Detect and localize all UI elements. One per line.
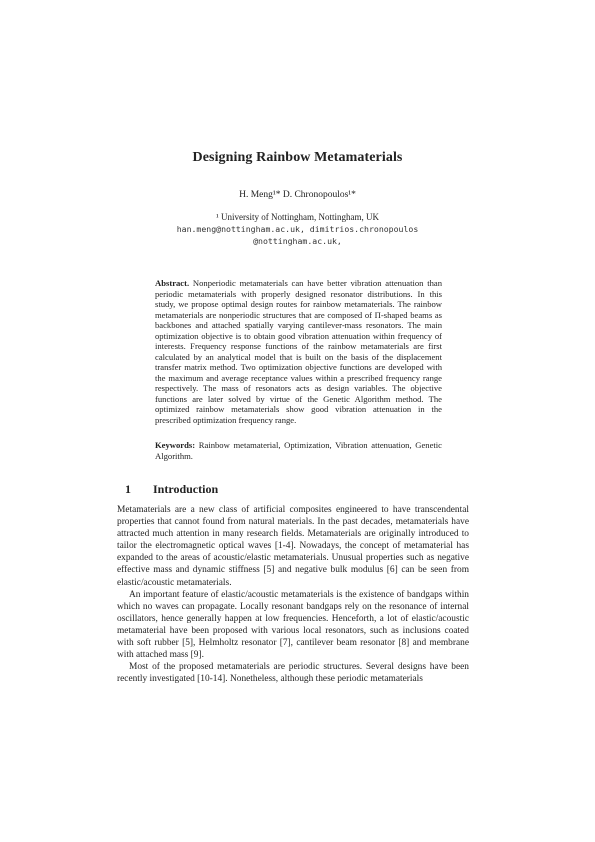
keywords-label: Keywords:: [155, 440, 196, 450]
keywords: [155, 440, 442, 461]
paragraph: Most of the proposed metamaterials are periodic structures. Several designs have been recently investigated [10-14]. Nonetheless, although these periodic metamaterials: [117, 662, 469, 685]
paper-title: Designing Rainbow Metamaterials: [192, 150, 403, 165]
paragraph: An important feature of elastic/acoustic metamaterials is the existence of bandgaps within which no waves can propagate. Locally resonant bandgaps rely on the resonance of internal oscillators, hence generally happen at low frequencies. Henceforth, a lot of elastic/acoustic metamaterial have been proposed with various local resonators, such as inclusions coated with soft rubber [5], Helmholtz resonator [7], cantilever beam resonator [8] and membrane with attached mass [9].: [117, 589, 469, 661]
abstract-label: Abstract.: [155, 278, 190, 288]
keywords-text: Rainbow metamaterial, Optimization, Vibration attenuation, Genetic Algorithm.: [155, 440, 442, 461]
author-list: H. Meng¹* D. Chronopoulos¹*: [239, 190, 356, 200]
email-line: han.meng@nottingham.ac.uk, dimitrios.chronopoulos: [176, 224, 419, 234]
paragraph: Metamaterials are a new class of artificial composites engineered to have transcendental properties that cannot found from natural materials. In the past decades, metamaterials have attracted much attention in many research fields. Metamaterials are originally introduced to tailor the electromagnetic optical waves [1-4]. Nowadays, the concept of metamaterial has expanded to the areas of acoustic/elastic metamaterials. Unusual properties such as negative effective mass and dynamic stiffness [5] and negative bulk modulus [6] can be seen from elastic/acoustic metamaterials.: [117, 505, 469, 588]
abstract-text: Nonperiodic metamaterials can have better vibration attenuation than periodic metamaterials with properly designed resonator distributions. In this study, we propose optimal design routes for rainbow metamaterials. The rainbow metamaterials are nonperiodic structures that are composed of Π-shaped beams as backbones and attached spatially varying cantilever-mass resonators. The main optimization objective is to obtain good vibration attenuation within frequency of interests. Frequency response functions of the rainbow metamaterials are first calculated by an analytical model that is built on the basis of the displacement transfer matrix method. Two optimization objective functions are developed with the maximum and average receptance values within a prescribed frequency range respectively. The mass of resonators acts as design variables. The objective functions are later solved by virtue of the Genetic Algorithm method. The optimized rainbow metamaterials show good vibration attenuation in the prescribed optimization frequency range.: [155, 278, 442, 425]
affiliation-block: [0, 211, 595, 247]
abstract: [155, 278, 442, 425]
section-title: Introduction: [153, 482, 219, 496]
section-heading: [125, 482, 475, 497]
section-number: 1: [125, 482, 131, 496]
affiliation: ¹ University of Nottingham, Nottingham, UK: [216, 212, 379, 222]
section-body: [117, 504, 469, 685]
email-line: @nottingham.ac.uk,: [253, 236, 342, 246]
